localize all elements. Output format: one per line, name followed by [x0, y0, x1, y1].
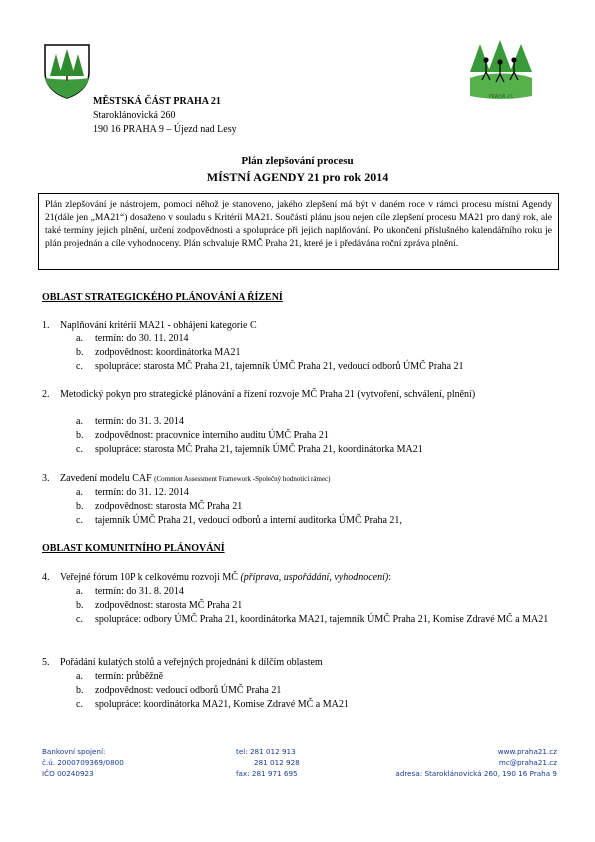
list-item-5 — [42, 656, 560, 669]
footer-email-link[interactable]: mc@praha21.cz — [498, 758, 557, 767]
list-item-1 — [42, 319, 560, 332]
footer-tel: tel: 281 012 913 — [236, 747, 296, 756]
item-text-small: (Common Assessment Framework -Společný hodnotící rámec) — [154, 475, 331, 483]
item-number: 3. — [42, 473, 50, 484]
sub-text: termín: do 31. 3. 2014 — [95, 416, 184, 427]
section-heading-community: OBLAST KOMUNITNÍHO PLÁNOVÁNÍ — [42, 543, 225, 554]
sub-letter: b. — [76, 501, 84, 512]
sub-item — [62, 443, 560, 456]
sub-text: spolupráce: starosta MČ Praha 21, tajemník ÚMČ Praha 21, vedoucí odborů ÚMČ Praha 21 — [95, 361, 464, 372]
sub-item — [62, 360, 560, 373]
sub-text: termín: do 31. 12. 2014 — [95, 487, 189, 498]
footer-fax: fax: 281 971 695 — [236, 769, 298, 778]
sub-text: spolupráce: koordinátorka MA21, Komise Zdravé MČ a MA21 — [95, 699, 349, 710]
sub-text: termín: do 30. 11. 2014 — [95, 333, 189, 344]
sub-text: termín: průběžně — [95, 671, 164, 682]
sub-item — [62, 698, 560, 711]
sub-item — [62, 585, 560, 598]
item-text-italic: (příprava, uspořádání, vyhodnocení) — [240, 572, 389, 583]
sub-text: termín: do 31. 8. 2014 — [95, 586, 184, 597]
sub-item — [62, 415, 560, 428]
sub-text: tajemník ÚMČ Praha 21, vedoucí odborů a interní auditorka ÚMČ Praha 21, — [95, 515, 402, 526]
sub-item — [62, 346, 560, 359]
sub-item — [62, 500, 560, 513]
sub-item — [62, 332, 560, 345]
sub-text: zodpovědnost: pracovnice interního auditu ÚMČ Praha 21 — [95, 430, 329, 441]
list-item-2 — [42, 388, 560, 414]
footer-account: č.ú. 2000709369/0800 — [42, 758, 124, 767]
organization-address — [93, 95, 237, 137]
sub-letter: b. — [76, 347, 84, 358]
sub-item — [62, 599, 560, 612]
item-text-wrap — [60, 472, 560, 486]
sub-item — [62, 486, 560, 499]
sub-letter: b. — [76, 430, 84, 441]
item-number: 5. — [42, 657, 50, 668]
sub-item — [62, 613, 560, 639]
footer-bank-info — [42, 746, 124, 779]
list-item-3 — [42, 472, 560, 485]
item-number: 1. — [42, 320, 50, 331]
sub-letter: c. — [76, 614, 83, 625]
sub-item — [62, 670, 560, 683]
sub-text: zodpovědnost: vedoucí odborů ÚMČ Praha 21 — [95, 685, 282, 696]
sub-letter: c. — [76, 515, 83, 526]
item-text: Pořádání kulatých stolů a veřejných projednání k dílčím oblastem — [60, 657, 323, 668]
org-street: Staroklánovická 260 — [93, 110, 176, 121]
item-text-end: : — [388, 572, 391, 583]
sub-text: spolupráce: odbory ÚMČ Praha 21, koordinátorka MA21, tajemník ÚMČ Praha 21, Komise Zdravé MČ a MA21 — [95, 614, 549, 625]
footer-web-link[interactable]: www.praha21.cz — [497, 747, 557, 756]
footer-address: adresa: Staroklánovická 260, 190 16 Praha 9 — [395, 769, 557, 778]
coat-of-arms-logo — [42, 42, 92, 100]
sub-letter: a. — [76, 416, 83, 427]
sub-letter: c. — [76, 699, 83, 710]
logo-caption: PRAHA 21 — [488, 94, 514, 100]
sub-text: spolupráce: starosta MČ Praha 21, tajemník ÚMČ Praha 21, koordinátorka MA21 — [95, 444, 423, 455]
sub-letter: a. — [76, 586, 83, 597]
footer-phone-info — [236, 746, 300, 779]
item-number: 2. — [42, 389, 50, 400]
footer-contact-info — [360, 746, 557, 779]
footer-tel2: 281 012 928 — [254, 758, 300, 767]
org-city: 190 16 PRAHA 9 – Újezd nad Lesy — [93, 124, 237, 135]
footer-ico: IČO 00240923 — [42, 769, 94, 778]
sub-letter: a. — [76, 333, 83, 344]
sub-letter: a. — [76, 487, 83, 498]
list-item-4 — [42, 571, 560, 584]
doc-title-line1: Plán zlepšování procesu — [241, 155, 354, 167]
sub-text: zodpovědnost: starosta MČ Praha 21 — [95, 600, 243, 611]
item-text-wrap — [60, 571, 560, 584]
item-number: 4. — [42, 572, 50, 583]
footer-bank-label: Bankovní spojení: — [42, 747, 106, 756]
sub-text: zodpovědnost: koordinátorka MA21 — [95, 347, 241, 358]
sub-letter: c. — [76, 361, 83, 372]
sub-text: zodpovědnost: starosta MČ Praha 21 — [95, 501, 243, 512]
sub-letter: b. — [76, 685, 84, 696]
item-text: Veřejné fórum 10P k celkovému rozvoji MČ — [60, 572, 238, 583]
item-text: Naplňování kritérií MA21 - obhájení kategorie C — [60, 320, 257, 331]
doc-title-line2: MÍSTNÍ AGENDY 21 pro rok 2014 — [206, 170, 389, 184]
sub-item — [62, 514, 560, 527]
sub-letter: c. — [76, 444, 83, 455]
sub-letter: b. — [76, 600, 84, 611]
praha21-ma21-logo — [466, 38, 536, 104]
item-text: Metodický pokyn pro strategické plánování a řízení rozvoje MČ Praha 21 (vytvoření, schválení, plnění) — [60, 389, 476, 400]
intro-box: Plán zlepšování je nástrojem, pomocí něhož je stanoveno, jakého zlepšení má být v daném roce v rámci procesu místní Agendy 21(dále jen „MA21“) dosaženo v souladu s Kritérii MA21. Součástí plánu jsou nejen cíle zlepšení procesu MA21 pro daný rok, ale také termíny jejich plnění, určení zodpovědnosti a spolupráce při jejich naplňování. Po ukončení příslušného kalendářního roku je plán projednán a cíle vyhodnoceny. Plán schvaluje RMČ Praha 21, které je i předávána roční zpráva plnění. — [38, 193, 559, 270]
item-text: Zavedení modelu CAF — [60, 473, 152, 484]
sub-letter: a. — [76, 671, 83, 682]
section-heading-strategic: OBLAST STRATEGICKÉHO PLÁNOVÁNÍ A ŘÍZENÍ — [42, 292, 283, 303]
sub-item — [62, 429, 560, 442]
sub-item — [62, 684, 560, 697]
org-name: MĚSTSKÁ ČÁST PRAHA 21 — [93, 96, 221, 107]
